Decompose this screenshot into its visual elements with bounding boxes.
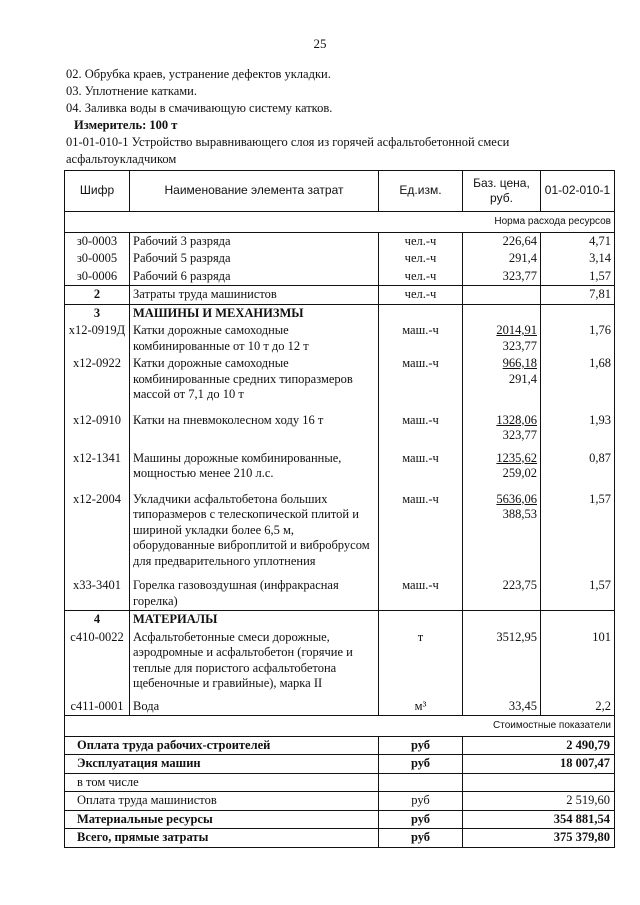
- intro-block: [66, 66, 606, 168]
- table-row: х12-0910 Катки на пневмоколесном ходу 16 т маш.-ч 1328,06 323,77 1,93: [65, 404, 615, 445]
- norm-title-cont: асфальтоукладчиком: [66, 152, 177, 166]
- measure-unit: Измеритель: 100 т: [74, 118, 178, 132]
- cost-row: Всего, прямые затраты руб 375 379,80: [65, 829, 615, 848]
- table-row: с410-0022 Асфальтобетонные смеси дорожные, аэродромные и асфальтобетон (горячие и теплые для пористого асфальтобетона щебеночные и гравийные), марка II т 3512,95 101: [65, 629, 615, 693]
- table-row: х12-2004 Укладчики асфальтобетона больших типоразмеров с телескопической плитой и шириной укладки более 6,5 м, оборудованные виброплитой и вибробрусом для предварительного уплотнения маш.-ч 5636,06 388,53 1,57: [65, 483, 615, 571]
- resource-table: [64, 170, 615, 848]
- page-number: 25: [313, 36, 327, 51]
- header-norm: 01-02-010-1: [541, 171, 615, 212]
- table-row: 2 Затраты труда машинистов чел.-ч 7,81: [65, 286, 615, 305]
- table-row: х12-1341 Машины дорожные комбинированные, мощностью менее 210 л.с. маш.-ч 1235,62 259,02 0,87: [65, 445, 615, 483]
- operation-line: 02. Обрубка краев, устранение дефектов укладки.: [66, 67, 331, 81]
- cost-row: в том числе: [65, 773, 615, 792]
- table-row: з0-0003 Рабочий 3 разряда чел.-ч 226,64 4,71: [65, 232, 615, 250]
- cost-row: Оплата труда машинистов руб 2 519,60: [65, 792, 615, 811]
- header-code: Шифр: [65, 171, 130, 212]
- cost-row: Эксплуатация машин руб 18 007,47: [65, 755, 615, 774]
- operation-line: 04. Заливка воды в смачивающую систему катков.: [66, 101, 333, 115]
- table-row: з0-0005 Рабочий 5 разряда чел.-ч 291,4 3,14: [65, 250, 615, 268]
- header-price: Баз. цена, руб.: [463, 171, 541, 212]
- header-name: Наименование элемента затрат: [130, 171, 379, 212]
- table-row: с411-0001 Вода м³ 33,45 2,2: [65, 693, 615, 716]
- cost-label: Стоимостные показатели: [65, 716, 615, 737]
- table-row: х12-0922 Катки дорожные самоходные комбинированные средних типоразмеров массой от 7,1 до 10 т маш.-ч 966,18 291,4 1,68: [65, 355, 615, 404]
- norm-title: 01-01-010-1 Устройство выравнивающего слоя из горячей асфальтобетонной смеси: [66, 135, 510, 149]
- table-row: х33-3401 Горелка газовоздушная (инфракрасная горелка) маш.-ч 223,75 1,57: [65, 570, 615, 611]
- cost-row: Материальные ресурсы руб 354 881,54: [65, 810, 615, 829]
- table-row: з0-0006 Рабочий 6 разряда чел.-ч 323,77 1,57: [65, 268, 615, 286]
- section-header: 4 МАТЕРИАЛЫ: [65, 611, 615, 629]
- header-unit: Ед.изм.: [379, 171, 463, 212]
- cost-row: Оплата труда рабочих-строителей руб 2 490,79: [65, 736, 615, 755]
- table-row: х12-0919Д Катки дорожные самоходные комбинированные от 10 т до 12 т маш.-ч 2014,91 323,77 1,76: [65, 322, 615, 355]
- norm-label: Норма расхода ресурсов: [65, 212, 615, 233]
- operation-line: 03. Уплотнение катками.: [66, 84, 197, 98]
- section-header: 3 МАШИНЫ И МЕХАНИЗМЫ: [65, 304, 615, 322]
